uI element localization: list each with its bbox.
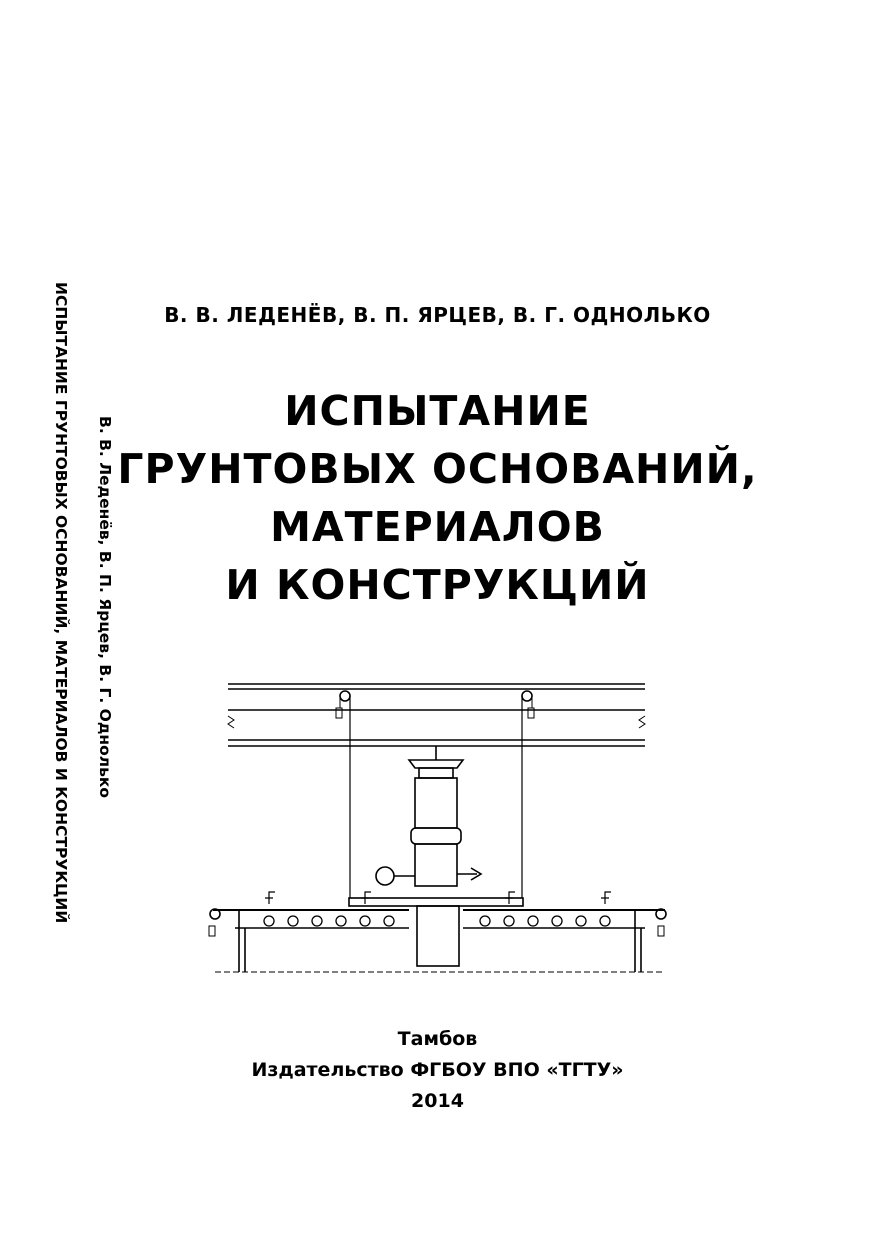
imprint [0, 1024, 875, 1117]
title-line: ИСПЫТАНИЕ [284, 387, 591, 435]
spine-authors: В. В. Леденёв, В. П. Ярцев, В. Г. Однолько [96, 416, 114, 799]
title-line: И КОНСТРУКЦИЙ [225, 561, 650, 609]
test-rig-illustration [195, 676, 685, 976]
cover-title [0, 382, 875, 614]
imprint-publisher: Издательство ФГБОУ ВПО «ТГТУ» [251, 1059, 624, 1081]
spine-title: ИСПЫТАНИЕ ГРУНТОВЫХ ОСНОВАНИЙ, МАТЕРИАЛОВ И КОНСТРУКЦИЙ [52, 282, 70, 924]
cover-authors: В. В. ЛЕДЕНЁВ, В. П. ЯРЦЕВ, В. Г. ОДНОЛЬКО [164, 303, 711, 327]
title-line: МАТЕРИАЛОВ [270, 503, 605, 551]
imprint-city: Тамбов [397, 1028, 478, 1050]
title-line: ГРУНТОВЫХ ОСНОВАНИЙ, [117, 445, 758, 493]
imprint-year: 2014 [411, 1090, 464, 1112]
